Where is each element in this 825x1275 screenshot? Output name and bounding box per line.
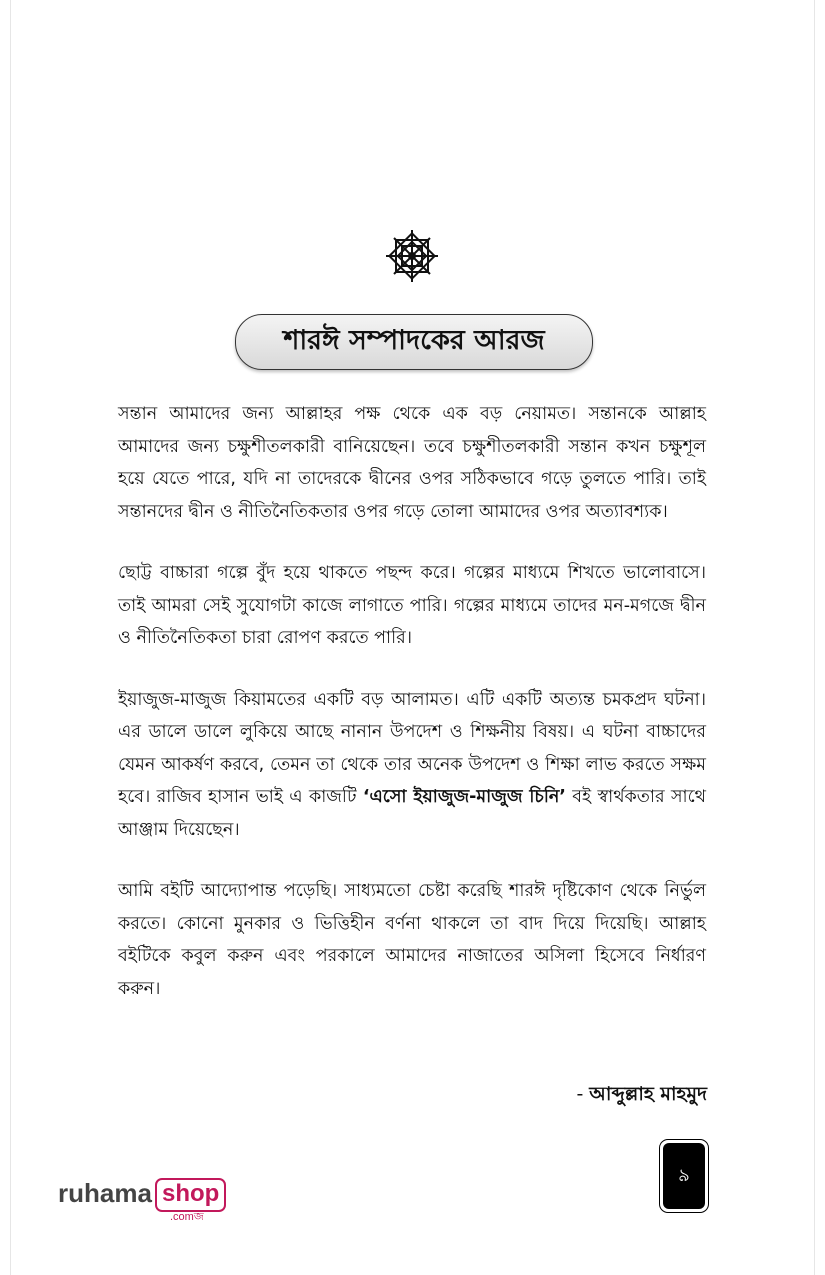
logo-domain-text: .comজ xyxy=(170,1211,204,1223)
paragraph-2: ছোট্ট বাচ্চারা গল্পে বুঁদ হয়ে থাকতে পছন্দ করে। গল্পের মাধ্যমে শিখতে ভালোবাসে। তাই আমরা সেই সুযোগটা কাজে লাগাতে পারি। গল্পের মাধ্যমে তাদের মন-মগজে দ্বীন ও নীতিনৈতিকতা চারা রোপণ করতে পারি। xyxy=(118,563,706,648)
paragraph-4: আমি বইটি আদ্যোপান্ত পড়েছি। সাধ্যমতো চেষ্টা করেছি শারঈ দৃষ্টিকোণ থেকে নির্ভুল করতে। কোনো মুনকার ও ভিত্তিহীন বর্ণনা থাকলে তা বাদ দিয়ে দিয়েছি। আল্লাহ বইটিকে কবুল করুন এবং পরকালে আমাদের নাজাতের অসিলা হিসেবে নির্ধারণ করুন। xyxy=(118,881,706,999)
page-left-edge xyxy=(10,0,11,1275)
logo-ruhama-text: ruhama xyxy=(58,1178,152,1208)
book-title: ‘এসো ইয়াজুজ-মাজুজ চিনি’ xyxy=(362,787,566,807)
signature-dash: - xyxy=(576,1083,584,1105)
section-title-banner xyxy=(235,314,593,370)
body-text xyxy=(118,398,706,1034)
page-number-box xyxy=(659,1139,709,1213)
page-number: ৯ xyxy=(663,1143,705,1209)
paragraph-3-text-before: ইয়াজুজ-মাজুজ কিয়ামতের একটি বড় আলামত। এটি একটি অত্যন্ত চমকপ্রদ ঘটনা। এর ডালে ডালে লুকিয়ে আছে নানান উপদেশ ও শিক্ষনীয় বিষয়। এ ঘটনা বাচ্চাদের যেমন আকর্ষণ করবে, তেমন তা থেকে তার অনেক উপদেশ ও শিক্ষা লাভ করতে সক্ষম হবে। রাজিব হাসান ভাই এ কাজটি xyxy=(118,689,706,807)
paragraph-1: সন্তান আমাদের জন্য আল্লাহর পক্ষ থেকে এক বড় নেয়ামত। সন্তানকে আল্লাহ আমাদের জন্য চক্ষুশীতলকারী বানিয়েছেন। তবে চক্ষুশীতলকারী সন্তান কখন চক্ষুশূল হয়ে যেতে পারে, যদি না তাদেরকে দ্বীনের ওপর সঠিকভাবে গড়ে তুলতে পারি। তাই সন্তানদের দ্বীন ও নীতিনৈতিকতার ওপর গড়ে তোলা আমাদের ওপর অত্যাবশ্যক। xyxy=(118,404,706,522)
logo-shop-text: shop xyxy=(155,1178,226,1212)
section-title: শারঈ সম্পাদকের আরজ xyxy=(283,324,545,356)
page-right-edge xyxy=(814,0,815,1275)
signature-name: আব্দুল্লাহ মাহমুদ xyxy=(589,1083,707,1105)
paragraph-3-text-after: বই স্বার্থকতার সাথে আঞ্জাম দিয়েছেন। xyxy=(118,787,706,840)
geometric-star-ornament-icon xyxy=(382,226,442,286)
signature xyxy=(576,1080,707,1112)
paragraph-3 xyxy=(118,684,706,847)
